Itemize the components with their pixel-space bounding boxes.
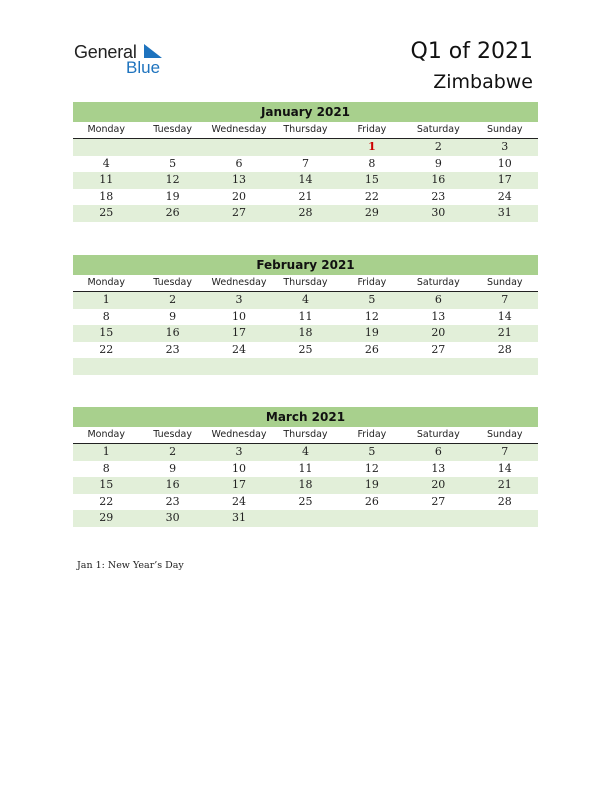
day-cell: 31 <box>232 511 247 525</box>
day-cell: 29 <box>364 206 379 220</box>
day-cell: 13 <box>431 309 446 323</box>
day-cell <box>206 358 272 375</box>
day-cell: 15 <box>364 173 379 187</box>
month-calendar <box>73 407 538 527</box>
weekday-label: Sunday <box>486 277 523 288</box>
day-cell: 18 <box>99 189 114 203</box>
week-row <box>73 342 538 359</box>
day-cell: 2 <box>169 445 177 458</box>
day-cell: 10 <box>232 309 247 323</box>
day-cell: 18 <box>298 478 313 492</box>
week-row <box>73 189 538 206</box>
day-cell: 4 <box>102 156 110 170</box>
weekday-label: Monday <box>87 124 125 135</box>
day-cell: 27 <box>232 206 247 220</box>
day-cell: 26 <box>364 494 379 508</box>
week-row <box>73 325 538 342</box>
day-cell: 18 <box>298 326 313 340</box>
day-cell: 7 <box>501 293 509 306</box>
country-subtitle: Zimbabwe <box>433 71 533 93</box>
day-cell: 2 <box>434 140 442 153</box>
week-row <box>73 309 538 326</box>
weekday-label: Saturday <box>416 124 460 135</box>
day-cell: 14 <box>497 309 512 323</box>
day-cell: 29 <box>99 511 114 525</box>
day-cell <box>73 358 139 375</box>
day-cell <box>272 510 338 527</box>
day-cell: 5 <box>169 156 177 170</box>
weekday-header-row <box>73 122 538 139</box>
logo-triangle-icon <box>142 44 164 62</box>
day-cell <box>339 358 405 375</box>
day-cell: 26 <box>364 342 379 356</box>
holiday-notes <box>77 560 184 571</box>
weekday-label: Friday <box>357 277 387 288</box>
day-cell: 1 <box>102 445 110 458</box>
day-cell: 30 <box>165 511 180 525</box>
weekday-label: Tuesday <box>153 429 192 440</box>
week-row <box>73 292 538 309</box>
day-cell <box>339 510 405 527</box>
holiday-note: Jan 1: New Year’s Day <box>77 560 184 571</box>
day-cell: 11 <box>298 461 313 475</box>
weekday-label: Wednesday <box>211 277 267 288</box>
day-cell: 7 <box>501 445 509 458</box>
weekday-label: Thursday <box>283 429 328 440</box>
day-cell <box>272 139 338 156</box>
day-cell: 17 <box>497 173 512 187</box>
week-row <box>73 494 538 511</box>
weekday-header-row <box>73 275 538 292</box>
week-row <box>73 358 538 375</box>
day-cell: 21 <box>497 326 512 340</box>
day-cell: 1 <box>368 140 376 153</box>
logo-text-general: General <box>74 42 137 62</box>
day-cell: 24 <box>232 342 247 356</box>
day-cell <box>472 510 538 527</box>
day-cell: 3 <box>501 140 509 153</box>
day-cell: 12 <box>364 461 379 475</box>
day-cell: 15 <box>99 478 114 492</box>
day-cell: 3 <box>235 293 243 306</box>
page-title: Q1 of 2021 <box>410 39 533 64</box>
day-cell: 20 <box>431 326 446 340</box>
day-cell <box>405 358 471 375</box>
day-cell: 6 <box>434 293 442 306</box>
weekday-label: Friday <box>357 429 387 440</box>
day-cell: 14 <box>497 461 512 475</box>
day-cell <box>472 358 538 375</box>
day-cell: 28 <box>497 342 512 356</box>
day-cell: 22 <box>364 189 379 203</box>
week-row <box>73 139 538 156</box>
weekday-label: Monday <box>87 277 125 288</box>
day-cell: 31 <box>497 206 512 220</box>
day-cell: 23 <box>165 342 180 356</box>
day-cell: 26 <box>165 206 180 220</box>
day-cell: 12 <box>364 309 379 323</box>
weekday-label: Tuesday <box>153 277 192 288</box>
day-cell: 11 <box>99 173 114 187</box>
weekday-label: Thursday <box>283 277 328 288</box>
day-cell: 19 <box>165 189 180 203</box>
week-row <box>73 205 538 222</box>
generalblue-logo <box>74 42 184 82</box>
day-cell: 1 <box>102 293 110 306</box>
month-title: March 2021 <box>73 407 538 427</box>
month-title: January 2021 <box>73 102 538 122</box>
day-cell: 5 <box>368 293 376 306</box>
day-cell: 13 <box>232 173 247 187</box>
weekday-label: Sunday <box>486 429 523 440</box>
day-cell <box>405 510 471 527</box>
day-cell: 10 <box>232 461 247 475</box>
day-cell: 8 <box>102 461 110 475</box>
day-cell: 15 <box>99 326 114 340</box>
day-cell: 21 <box>497 478 512 492</box>
day-cell: 9 <box>169 309 177 323</box>
day-cell: 20 <box>431 478 446 492</box>
month-calendar <box>73 255 538 375</box>
day-cell <box>139 358 205 375</box>
day-cell: 24 <box>232 494 247 508</box>
day-cell: 14 <box>298 173 313 187</box>
day-cell: 25 <box>298 342 313 356</box>
title-block <box>411 38 534 95</box>
day-cell: 17 <box>232 326 247 340</box>
day-cell: 27 <box>431 494 446 508</box>
day-cell: 27 <box>431 342 446 356</box>
day-cell <box>206 139 272 156</box>
day-cell: 17 <box>232 478 247 492</box>
month-calendar <box>73 102 538 222</box>
month-title: February 2021 <box>73 255 538 275</box>
day-cell: 23 <box>431 189 446 203</box>
day-cell: 6 <box>434 445 442 458</box>
day-cell: 21 <box>298 189 313 203</box>
day-cell: 25 <box>298 494 313 508</box>
weekday-label: Sunday <box>486 124 523 135</box>
day-cell: 28 <box>497 494 512 508</box>
day-cell: 11 <box>298 309 313 323</box>
week-row <box>73 444 538 461</box>
day-cell: 25 <box>99 206 114 220</box>
weekday-label: Saturday <box>416 429 460 440</box>
day-cell: 28 <box>298 206 313 220</box>
day-cell: 4 <box>301 293 309 306</box>
weekday-label: Thursday <box>283 124 328 135</box>
day-cell: 9 <box>434 156 442 170</box>
day-cell: 22 <box>99 494 114 508</box>
day-cell: 24 <box>497 189 512 203</box>
day-cell: 12 <box>165 173 180 187</box>
week-row <box>73 172 538 189</box>
day-cell: 7 <box>301 156 309 170</box>
day-cell: 8 <box>368 156 376 170</box>
week-row <box>73 510 538 527</box>
day-cell <box>272 358 338 375</box>
day-cell: 19 <box>364 326 379 340</box>
weekday-label: Wednesday <box>211 429 267 440</box>
logo-text-blue: Blue <box>126 58 161 77</box>
week-row <box>73 156 538 173</box>
day-cell <box>139 139 205 156</box>
week-row <box>73 477 538 494</box>
day-cell: 16 <box>165 326 180 340</box>
day-cell: 5 <box>368 445 376 458</box>
weekday-header-row <box>73 427 538 444</box>
day-cell: 2 <box>169 293 177 306</box>
day-cell: 16 <box>165 478 180 492</box>
weekday-label: Friday <box>357 124 387 135</box>
weekday-label: Monday <box>87 429 125 440</box>
weekday-label: Tuesday <box>153 124 192 135</box>
day-cell: 9 <box>169 461 177 475</box>
weekday-label: Saturday <box>416 277 460 288</box>
day-cell: 3 <box>235 445 243 458</box>
day-cell: 22 <box>99 342 114 356</box>
day-cell <box>73 139 139 156</box>
day-cell: 19 <box>364 478 379 492</box>
day-cell: 10 <box>497 156 512 170</box>
day-cell: 16 <box>431 173 446 187</box>
weekday-label: Wednesday <box>211 124 267 135</box>
day-cell: 23 <box>165 494 180 508</box>
day-cell: 20 <box>232 189 247 203</box>
day-cell: 6 <box>235 156 243 170</box>
day-cell: 4 <box>301 445 309 458</box>
week-row <box>73 461 538 478</box>
day-cell: 13 <box>431 461 446 475</box>
day-cell: 8 <box>102 309 110 323</box>
day-cell: 30 <box>431 206 446 220</box>
